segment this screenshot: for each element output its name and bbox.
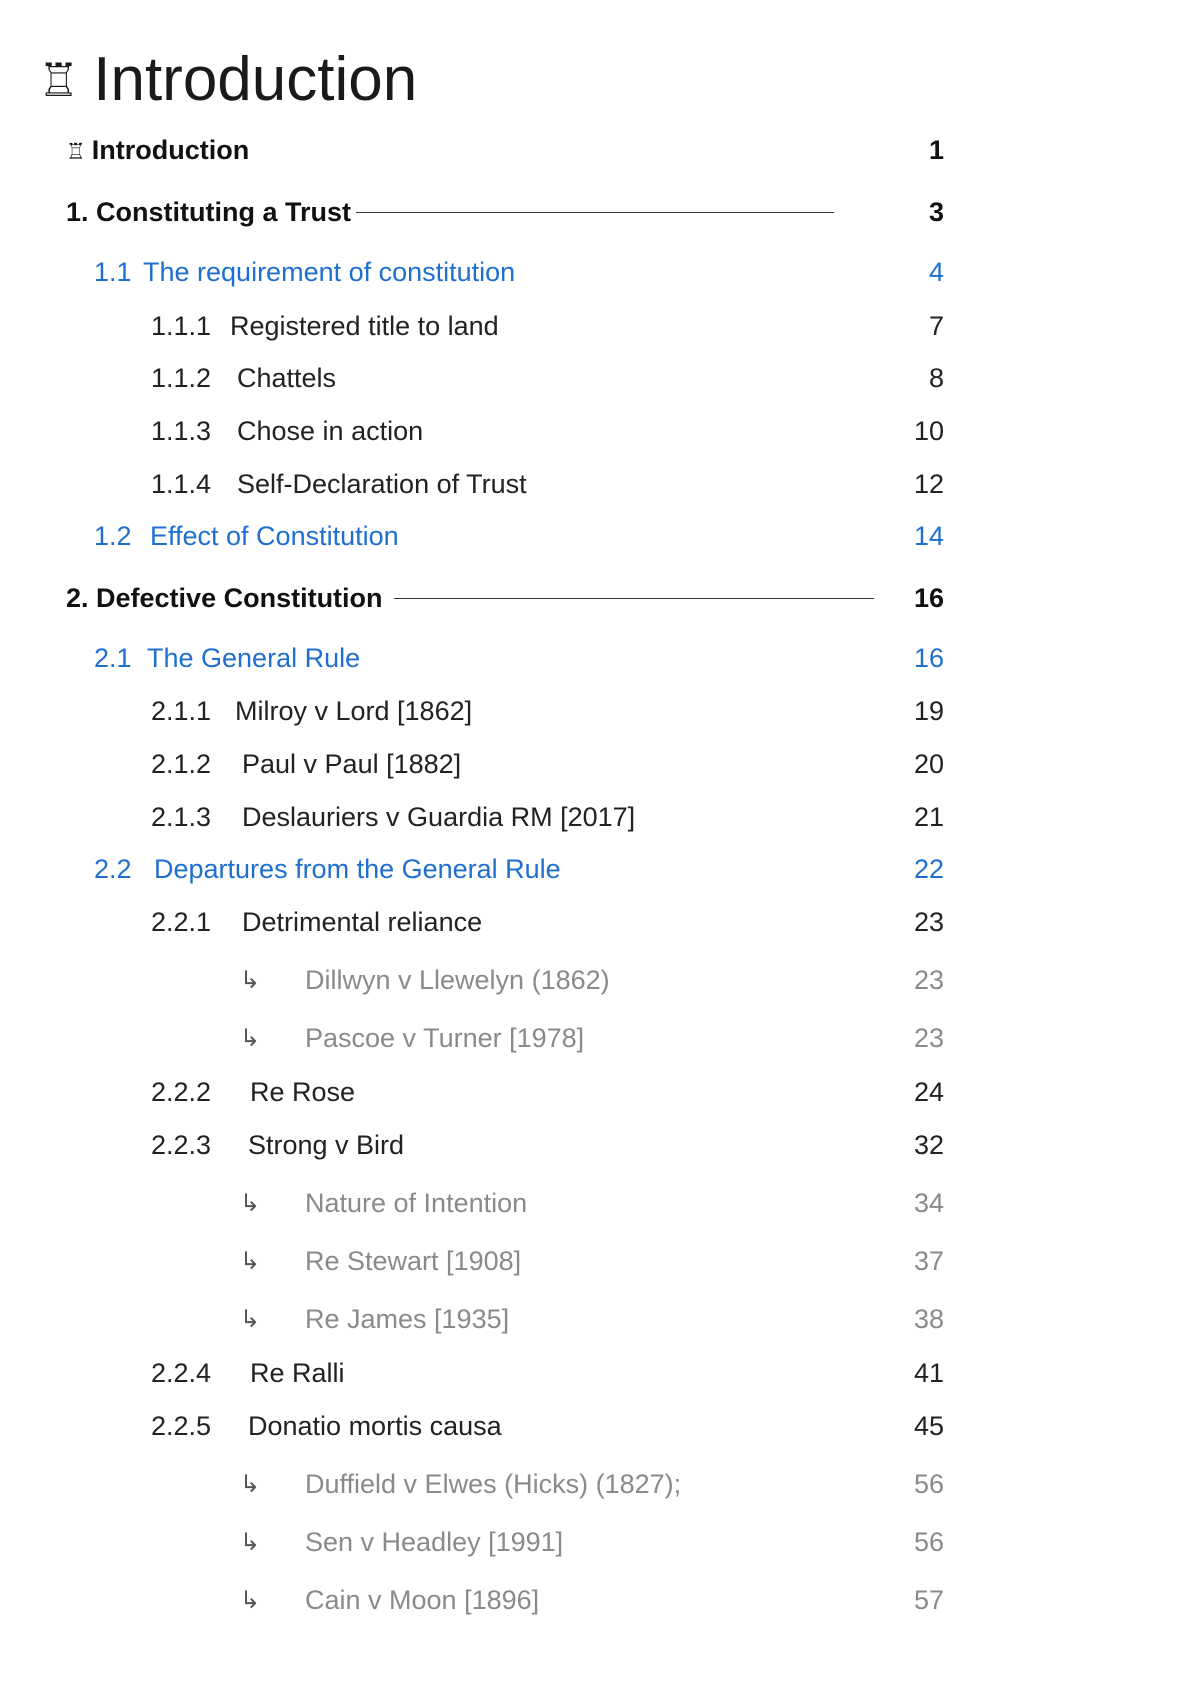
toc-page-number: 38	[913, 1304, 944, 1334]
toc-entry-2-1[interactable]	[0, 638, 1200, 678]
toc-page-number: 16	[913, 643, 944, 673]
toc-entry-1-1[interactable]	[0, 252, 1200, 292]
toc-entry-2-2-4[interactable]	[0, 1353, 1200, 1393]
toc-page-number: 8	[928, 363, 944, 393]
toc-entry-intro[interactable]	[0, 130, 1200, 170]
toc-entry-section-1[interactable]	[0, 192, 1200, 232]
toc-entry-2-2-3-a[interactable]	[0, 1183, 1200, 1223]
toc-label: Registered title to land	[230, 311, 499, 341]
toc-leader-line	[394, 598, 874, 599]
toc-number: 1.1.3	[151, 416, 212, 446]
rook-icon: ♖	[38, 53, 80, 107]
toc-label: Paul v Paul [1882]	[242, 749, 462, 779]
return-arrow-icon: ↳	[240, 1024, 261, 1052]
toc-number: 1.2	[94, 521, 132, 551]
toc-number: 1.1	[94, 257, 132, 287]
toc-entry-2-1-3[interactable]	[0, 797, 1200, 837]
toc-number: 2.2.4	[151, 1358, 212, 1388]
toc-number: 1.1.1	[151, 311, 212, 341]
toc-label: Donatio mortis causa	[248, 1411, 502, 1441]
toc-entry-2-2-5-b[interactable]	[0, 1522, 1200, 1562]
toc-page-number: 20	[913, 749, 944, 779]
toc-label: Effect of Constitution	[150, 521, 399, 551]
toc-entry-section-2[interactable]	[0, 578, 1200, 618]
toc-page-number: 12	[913, 469, 944, 499]
toc-label: The General Rule	[147, 643, 361, 673]
toc-page-number: 4	[928, 257, 944, 287]
return-arrow-icon: ↳	[240, 1247, 261, 1275]
toc-entry-2-2-1-a[interactable]	[0, 960, 1200, 1000]
toc-label: Detrimental reliance	[242, 907, 483, 937]
toc-entry-2-2-1-b[interactable]	[0, 1018, 1200, 1058]
toc-entry-2-2-3-b[interactable]	[0, 1241, 1200, 1281]
toc-entry-2-2-1[interactable]	[0, 902, 1200, 942]
toc-leader-line	[356, 212, 834, 213]
toc-label: Re Ralli	[250, 1358, 345, 1388]
toc-page-number: 57	[913, 1585, 944, 1615]
toc-number: 2.1.1	[151, 696, 212, 726]
toc-entry-2-2-3-c[interactable]	[0, 1299, 1200, 1339]
toc-number: 1.1.2	[151, 363, 212, 393]
toc-number: 2.1	[94, 643, 132, 673]
toc-entry-2-1-1[interactable]	[0, 691, 1200, 731]
toc-page-number: 23	[913, 907, 944, 937]
toc-label: 2. Defective Constitution	[66, 583, 383, 613]
toc-entry-2-2[interactable]	[0, 849, 1200, 889]
toc-page-number: 7	[928, 311, 944, 341]
toc-label: Departures from the General Rule	[154, 854, 561, 884]
toc-label: Nature of Intention	[305, 1188, 528, 1218]
toc-label: Re Stewart [1908]	[305, 1246, 522, 1276]
return-arrow-icon: ↳	[240, 1528, 261, 1556]
return-arrow-icon: ↳	[240, 966, 261, 994]
return-arrow-icon: ↳	[240, 1305, 261, 1333]
toc-label: Cain v Moon [1896]	[305, 1585, 540, 1615]
toc-label: 1. Constituting a Trust	[66, 197, 352, 227]
toc-label: Strong v Bird	[248, 1130, 405, 1160]
toc-entry-2-1-2[interactable]	[0, 744, 1200, 784]
toc-page-number: 37	[913, 1246, 944, 1276]
toc-label	[66, 130, 249, 173]
toc-label: Re James [1935]	[305, 1304, 510, 1334]
toc-label: Pascoe v Turner [1978]	[305, 1023, 585, 1053]
return-arrow-icon: ↳	[240, 1586, 261, 1614]
page-title-text: Introduction	[93, 45, 418, 114]
toc-number: 2.2.2	[151, 1077, 212, 1107]
toc-page-number: 19	[913, 696, 944, 726]
toc-entry-2-2-5-a[interactable]	[0, 1464, 1200, 1504]
toc-entry-2-2-2[interactable]	[0, 1072, 1200, 1112]
rook-icon: ♖	[66, 140, 86, 165]
toc-entry-1-1-1[interactable]	[0, 306, 1200, 346]
toc-entry-2-2-5-c[interactable]	[0, 1580, 1200, 1620]
toc-label: Milroy v Lord [1862]	[235, 696, 473, 726]
toc-page-number: 56	[913, 1469, 944, 1499]
toc-number: 2.1.3	[151, 802, 212, 832]
toc-number: 2.2.5	[151, 1411, 212, 1441]
toc-page-number: 45	[913, 1411, 944, 1441]
toc-page-number: 34	[913, 1188, 944, 1218]
toc-number: 2.2.1	[151, 907, 212, 937]
toc-page-number: 23	[913, 1023, 944, 1053]
toc-label: Self-Declaration of Trust	[237, 469, 527, 499]
toc-page-number: 14	[913, 521, 944, 551]
toc-page-number: 10	[913, 416, 944, 446]
toc-entry-1-1-3[interactable]	[0, 411, 1200, 451]
toc-label: Chattels	[237, 363, 337, 393]
toc-entry-1-1-2[interactable]	[0, 358, 1200, 398]
toc-number: 2.2.3	[151, 1130, 212, 1160]
toc-label: Duffield v Elwes (Hicks) (1827);	[305, 1469, 682, 1499]
toc-number: 2.1.2	[151, 749, 212, 779]
toc-label: Sen v Headley [1991]	[305, 1527, 564, 1557]
toc-entry-1-2[interactable]	[0, 516, 1200, 556]
toc-label: Deslauriers v Guardia RM [2017]	[242, 802, 636, 832]
toc-page-number: 23	[913, 965, 944, 995]
toc-label-text: Introduction	[91, 135, 250, 165]
toc-page-number: 41	[913, 1358, 944, 1388]
toc-entry-2-2-3[interactable]	[0, 1125, 1200, 1165]
toc-page-number: 24	[913, 1077, 944, 1107]
toc-page-number: 21	[913, 802, 944, 832]
toc-page-number: 56	[913, 1527, 944, 1557]
toc-label: Re Rose	[250, 1077, 356, 1107]
toc-page-number: 22	[913, 854, 944, 884]
toc-entry-1-1-4[interactable]	[0, 464, 1200, 504]
toc-page-number: 16	[913, 583, 944, 613]
toc-page-number: 1	[928, 135, 944, 165]
toc-number: 2.2	[94, 854, 132, 884]
return-arrow-icon: ↳	[240, 1470, 261, 1498]
toc-label: The requirement of constitution	[143, 257, 516, 287]
toc-entry-2-2-5[interactable]	[0, 1406, 1200, 1446]
toc-number: 1.1.4	[151, 469, 212, 499]
toc-page-number: 3	[928, 197, 944, 227]
toc-label: Chose in action	[237, 416, 424, 446]
return-arrow-icon: ↳	[240, 1189, 261, 1217]
page-title	[38, 40, 417, 124]
toc-label: Dillwyn v Llewelyn (1862)	[305, 965, 610, 995]
toc-page-number: 32	[913, 1130, 944, 1160]
